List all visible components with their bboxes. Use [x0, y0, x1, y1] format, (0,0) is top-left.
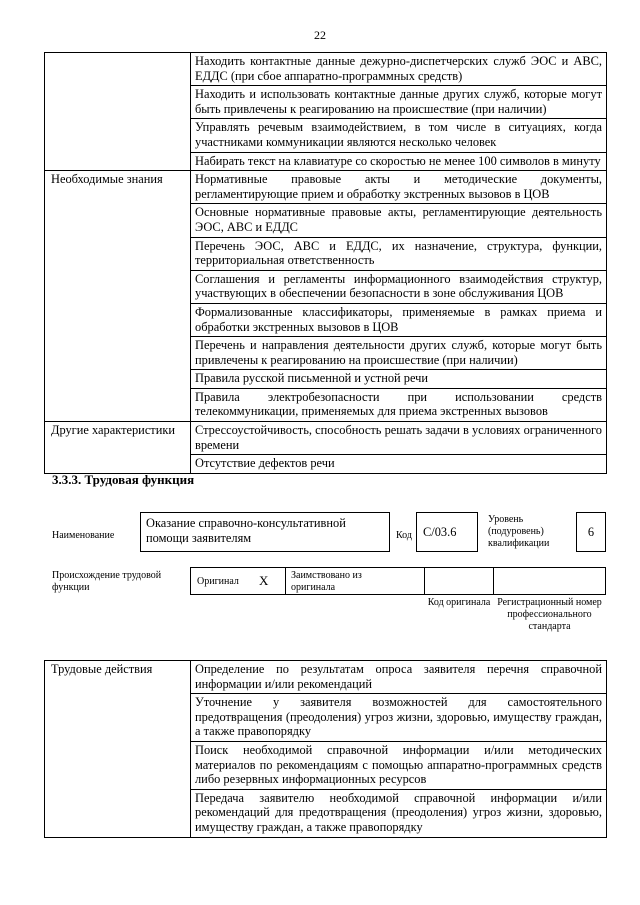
original-mark: X [259, 573, 269, 588]
code-label: Код [396, 530, 412, 541]
level-box: 6 [576, 512, 606, 552]
borrowed-cell [285, 567, 425, 595]
function-name-box: Оказание справочно-консультативной помощи заявителям [140, 512, 390, 552]
table-row [45, 422, 607, 455]
table-cell: Поиск необходимой справочной информации и/или методических материалов по рекомендациям с помощью аппаратно-программных средств либо резервных информационных ресурсов [191, 741, 607, 789]
table-cell: Набирать текст на клавиатуре со скоростью не менее 100 символов в минуту [191, 152, 607, 171]
page-number: 22 [314, 28, 326, 42]
table-cell: Находить и использовать контактные данные других служб, которые могут быть привлечены к реагированию на происшествие (при наличии) [191, 86, 607, 119]
table-cell: Перечень ЭОС, АВС и ЕДДС, их назначение, структура, функции, территориальная ответственность [191, 237, 607, 270]
section-heading: 3.3.3. Трудовая функция [52, 472, 195, 487]
table-cell: Находить контактные данные дежурно-диспетчерских служб ЭОС и АВС, ЕДДС (при сбое аппаратно-программных средств) [191, 53, 607, 86]
borrowed-label: Заимствовано из оригинала [291, 570, 362, 593]
labour-actions-table [44, 660, 607, 838]
name-label: Наименование [52, 530, 115, 541]
table-row [45, 171, 607, 204]
origin-label: Происхождение трудовой функции [52, 570, 162, 593]
original-label: Оригинал [197, 576, 239, 587]
row-key: Другие характеристики [45, 422, 191, 474]
table-cell: Передача заявителю необходимой справочной информации и/или рекомендаций для предотвращения (преодоления) угроз жизни, здоровью, имуществу граждан, а также правопорядку [191, 789, 607, 837]
table-cell: Правила электробезопасности при использовании средств телекоммуникации, применяемых для приема экстренных вызовов [191, 388, 607, 421]
code-original-label: Код оригинала [427, 597, 491, 608]
row-key [45, 53, 191, 171]
function-code-box: С/03.6 [416, 512, 478, 552]
table-cell: Основные нормативные правовые акты, регламентирующие деятельность ЭОС, АВС и ЕДДС [191, 204, 607, 237]
table-cell: Стрессоустойчивость, способность решать задачи в условиях ограниченного времени [191, 422, 607, 455]
table-cell: Определение по результатам опроса заявителя перечня справочной информации и/или рекомендаций [191, 661, 607, 694]
table-cell: Правила русской письменной и устной речи [191, 370, 607, 389]
table-cell: Перечень и направления деятельности других служб, которые могут быть привлечены к реагированию на происшествие (при наличии) [191, 337, 607, 370]
row-key: Необходимые знания [45, 171, 191, 422]
table-cell: Соглашения и регламенты информационного взаимодействия структур, участвующих в обеспечении безопасности в зоне обслуживания ЦОВ [191, 270, 607, 303]
original-code-cell [424, 567, 494, 595]
table-cell: Формализованные классификаторы, применяемые в рамках приема и обработки экстренных вызовов в ЦОВ [191, 303, 607, 336]
table-cell: Уточнение у заявителя возможностей для самостоятельного предотвращения (преодоления) угроз жизни, здоровью, имуществу граждан, а также правопорядку [191, 694, 607, 742]
level-label: Уровень (подуровень) квалификации [488, 514, 550, 549]
reg-number-cell [493, 567, 606, 595]
table-row [45, 53, 607, 86]
table-row [45, 661, 607, 694]
table-cell: Нормативные правовые акты и методические документы, регламентирующие прием и обработку экстренных вызовов в ЦОВ [191, 171, 607, 204]
table-cell: Отсутствие дефектов речи [191, 455, 607, 474]
table-cell: Управлять речевым взаимодействием, в том числе в ситуациях, когда участниками коммуникации являются несколько человек [191, 119, 607, 152]
row-key: Трудовые действия [45, 661, 191, 838]
skills-knowledge-table [44, 52, 607, 474]
original-cell [190, 567, 286, 595]
reg-number-label: Регистрационный номер профессионального стандарта [497, 597, 602, 632]
